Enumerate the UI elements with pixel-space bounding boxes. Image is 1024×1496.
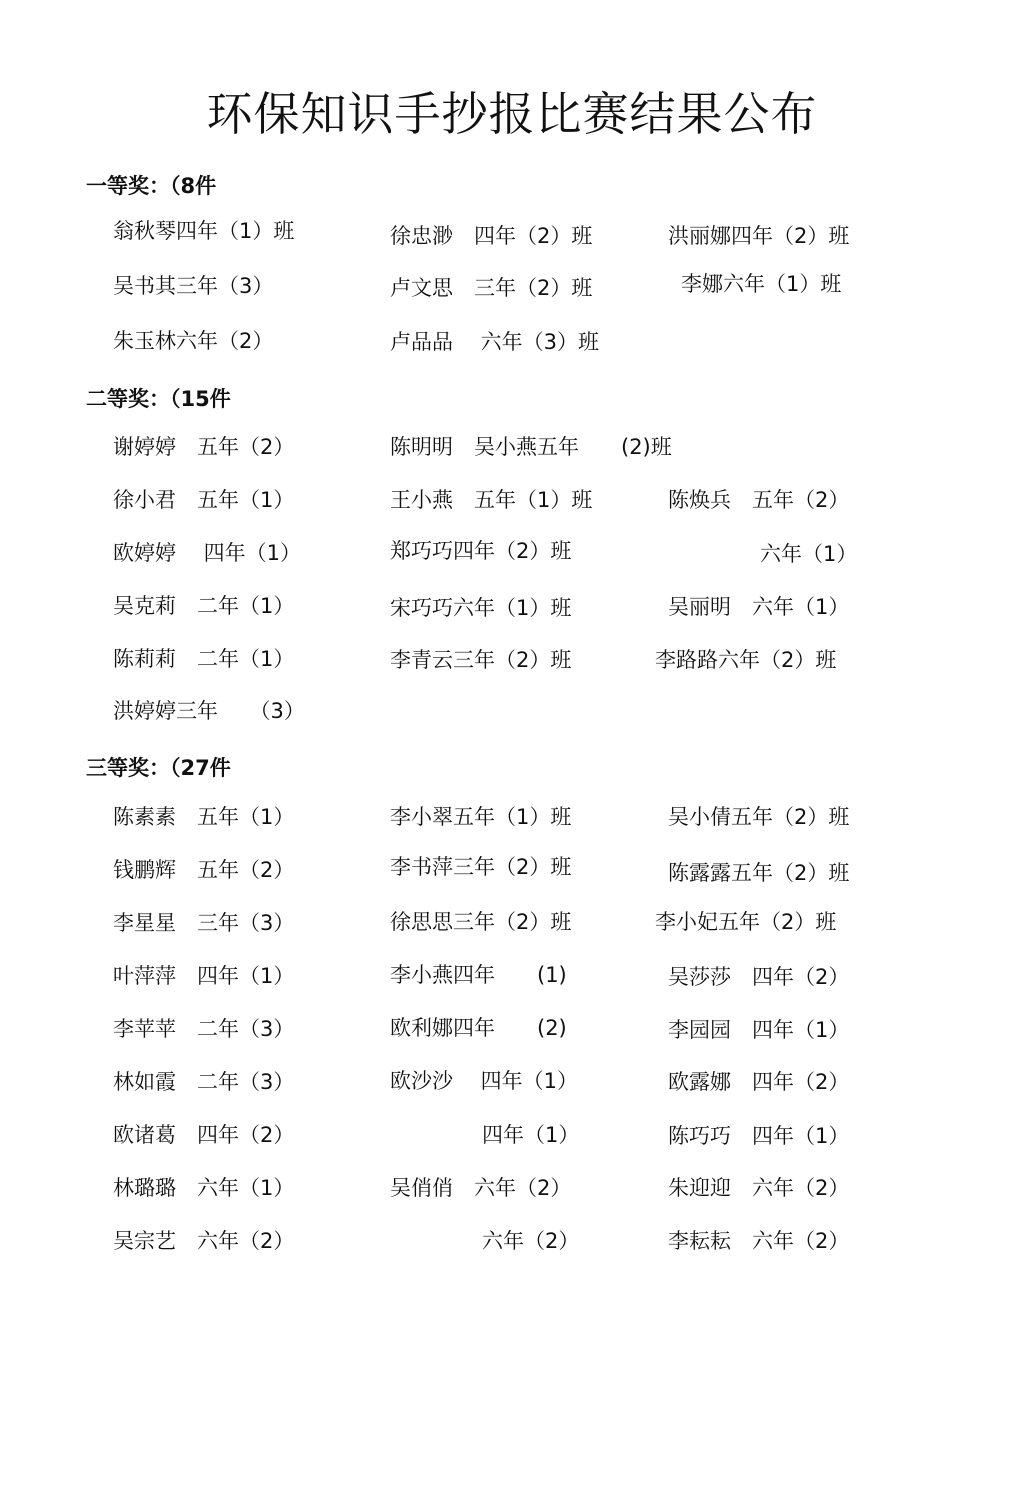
section-heading-second-prize: 二等奖：（15件 [86,387,231,411]
award-entry: 欧沙沙 四年（1） [390,1069,579,1093]
award-entry: 李园园 四年（1） [668,1018,850,1042]
award-entry: 四年（1） [482,1123,580,1147]
award-entry: 郑巧巧四年（2）班 [390,539,572,563]
award-entry: 徐忠渺 四年（2）班 [390,224,593,248]
award-entry: 李耘耘 六年（2） [668,1229,850,1253]
section-heading-first-prize: 一等奖：（8件 [86,174,217,198]
award-entry: 李星星 三年（3） [113,911,295,935]
award-entry: 王小燕 五年（1）班 [390,488,593,512]
award-entry: 卢品品 六年（3）班 [390,330,600,354]
award-entry: 陈莉莉 二年（1） [113,647,295,671]
award-entry: 吴克莉 二年（1） [113,594,295,618]
award-entry: 欧诸葛 四年（2） [113,1123,295,1147]
award-entry: 朱迎迎 六年（2） [668,1176,850,1200]
award-entry: 卢文思 三年（2）班 [390,276,593,300]
award-entry: 李小燕四年 (1) [390,963,567,987]
award-entry: 六年（2） [482,1229,580,1253]
award-entry: 吴俏俏 六年（2） [390,1176,572,1200]
award-entry: 李书萍三年（2）班 [390,855,572,879]
award-entry: 欧利娜四年 (2) [390,1016,567,1040]
award-entry: 翁秋琴四年（1）班 [113,219,295,243]
award-entry: 朱玉林六年（2） [113,329,274,353]
section-heading-third-prize: 三等奖：（27件 [86,756,231,780]
award-entry: 六年（1） [760,542,858,566]
award-entry: 林璐璐 六年（1） [113,1176,295,1200]
award-entry: 李小妃五年（2）班 [655,910,837,934]
award-entry: 吴小倩五年（2）班 [668,805,850,829]
award-entry: 洪婷婷三年 （3） [113,699,305,723]
award-entry: 陈明明 吴小燕五年 (2)班 [390,435,672,459]
award-entry: 徐思思三年（2）班 [390,910,572,934]
award-entry: 叶萍萍 四年（1） [113,964,295,988]
award-entry: 欧婷婷 四年（1） [113,541,302,565]
award-entry: 林如霞 二年（3） [113,1070,295,1094]
award-entry: 陈素素 五年（1） [113,805,295,829]
award-entry: 谢婷婷 五年（2） [113,435,295,459]
award-entry: 陈巧巧 四年（1） [668,1124,850,1148]
award-entry: 钱鹏辉 五年（2） [113,858,295,882]
award-entry: 吴丽明 六年（1） [668,595,850,619]
award-entry: 陈焕兵 五年（2） [668,488,850,512]
award-entry: 洪丽娜四年（2）班 [668,224,850,248]
award-entry: 吴书其三年（3） [113,274,274,298]
award-entry: 李小翠五年（1）班 [390,805,572,829]
award-entry: 欧露娜 四年（2） [668,1070,850,1094]
award-entry: 李路路六年（2）班 [655,648,837,672]
award-entry: 李青云三年（2）班 [390,648,572,672]
page-title: 环保知识手抄报比赛结果公布 [206,87,818,141]
award-entry: 吴宗艺 六年（2） [113,1229,295,1253]
award-entry: 李娜六年（1）班 [681,272,842,296]
award-entry: 李苹苹 二年（3） [113,1017,295,1041]
award-entry: 徐小君 五年（1） [113,488,295,512]
award-entry: 陈露露五年（2）班 [668,861,850,885]
award-entry: 吴莎莎 四年（2） [668,965,850,989]
award-entry: 宋巧巧六年（1）班 [390,596,572,620]
